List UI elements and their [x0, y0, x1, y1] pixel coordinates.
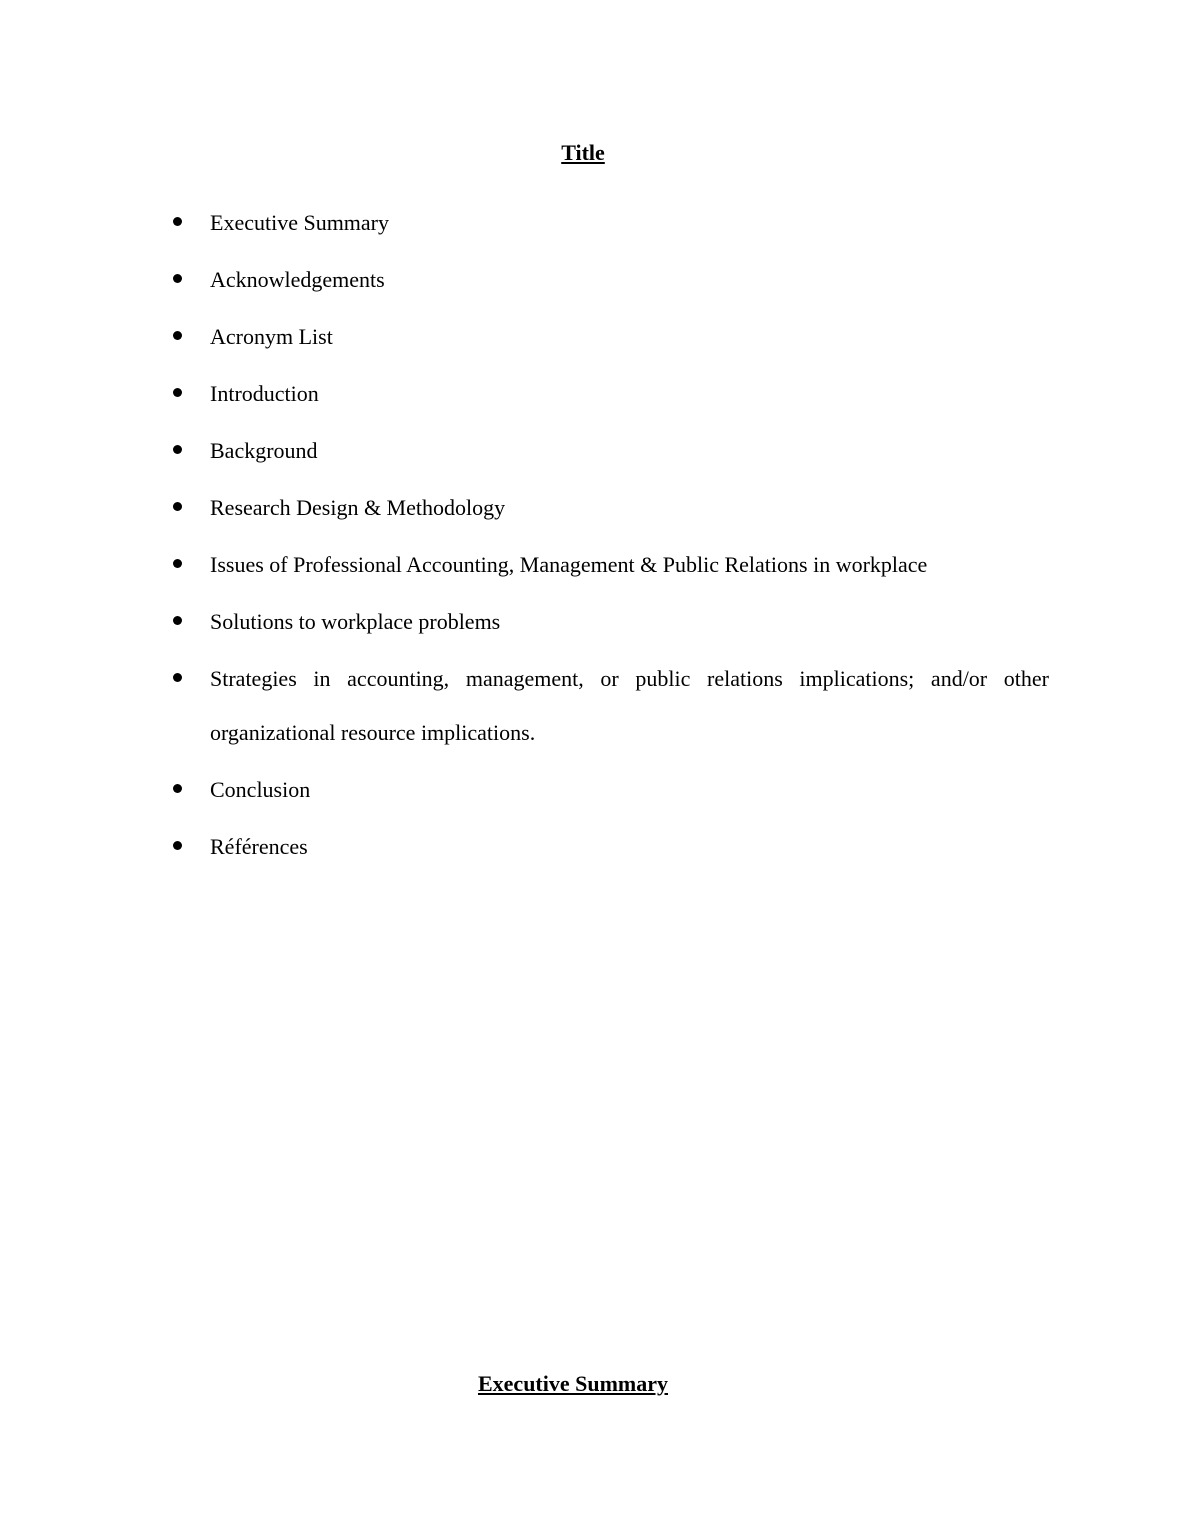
section-heading-executive-summary: Executive Summary	[477, 1371, 669, 1396]
bullet-icon	[173, 616, 182, 625]
toc-item-conclusion	[210, 763, 1049, 817]
toc-item-label: Conclusion	[210, 777, 311, 802]
bullet-icon	[173, 784, 182, 793]
bullet-icon	[173, 217, 182, 226]
bullet-icon	[173, 841, 182, 850]
toc-item-label: Strategies in accounting, management, or public relations implications; and/or other organizational resource implications.	[210, 666, 1049, 745]
toc-item-label: Background	[210, 438, 318, 463]
toc-item-solutions	[210, 595, 1049, 649]
bullet-icon	[173, 274, 182, 283]
bullet-icon	[173, 502, 182, 511]
toc-item-executive-summary	[210, 196, 1049, 250]
page-title: Title	[561, 140, 605, 165]
toc-item-background	[210, 424, 1049, 478]
toc-item-label: Acronym List	[210, 324, 333, 349]
bullet-icon	[173, 388, 182, 397]
table-of-contents	[210, 208, 1049, 874]
bullet-icon	[173, 559, 182, 568]
toc-item-issues	[210, 538, 1049, 592]
toc-item-strategies	[210, 652, 1049, 760]
toc-item-label: Acknowledgements	[210, 267, 385, 292]
bullet-icon	[173, 331, 182, 340]
toc-item-acknowledgements	[210, 253, 1049, 307]
toc-item-label: Introduction	[210, 381, 319, 406]
toc-item-label: Issues of Professional Accounting, Management & Public Relations in workplace	[210, 552, 928, 577]
bullet-icon	[173, 673, 182, 682]
toc-item-label: Executive Summary	[210, 210, 390, 235]
toc-item-references	[210, 820, 1049, 874]
toc-item-label: Références	[210, 834, 308, 859]
toc-item-research-design	[210, 481, 1049, 535]
bullet-icon	[173, 445, 182, 454]
toc-item-label: Solutions to workplace problems	[210, 609, 501, 634]
toc-item-introduction	[210, 367, 1049, 421]
toc-item-label: Research Design & Methodology	[210, 495, 506, 520]
toc-item-acronym-list	[210, 310, 1049, 364]
